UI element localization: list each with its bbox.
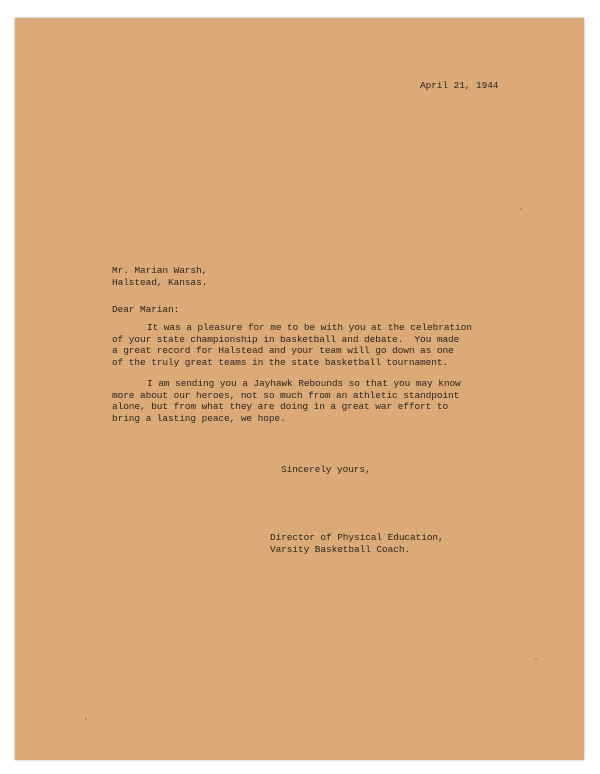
- letter-date: April 21, 1944: [420, 80, 499, 91]
- paragraph-line: It was a pleasure for me to be with you at the celebration: [147, 322, 472, 333]
- paragraph-line: more about our heroes, not so much from an athletic standpoint: [112, 389, 460, 401]
- paragraph-line: of your state championship in basketball and debate. You made: [112, 333, 460, 345]
- recipient-location: Halstead, Kansas.: [112, 277, 208, 288]
- paragraph-line: I am sending you a Jayhawk Rebounds so that you may know: [147, 378, 461, 389]
- paragraph-line: of the truly great teams in the state basketball tournament.: [112, 356, 449, 368]
- signature-title-2: Varsity Basketball Coach.: [270, 544, 411, 555]
- paragraph-line: a great record for Halstead and your team will go down as one: [112, 345, 454, 357]
- recipient-name: Mr. Marian Warsh,: [112, 265, 208, 276]
- paper-speck: [85, 718, 87, 720]
- paper-speck: [535, 658, 537, 660]
- body-paragraph-2: [112, 378, 532, 424]
- letter-page: [15, 18, 584, 760]
- paragraph-line: alone, but from what they are doing in a great war effort to: [112, 401, 449, 413]
- paper-speck: [520, 208, 522, 210]
- closing: Sincerely yours,: [281, 464, 371, 475]
- body-paragraph-1: [112, 322, 532, 368]
- salutation: Dear Marian:: [112, 304, 180, 315]
- signature-title-1: Director of Physical Education,: [270, 532, 444, 543]
- paragraph-line: bring a lasting peace, we hope.: [112, 412, 286, 424]
